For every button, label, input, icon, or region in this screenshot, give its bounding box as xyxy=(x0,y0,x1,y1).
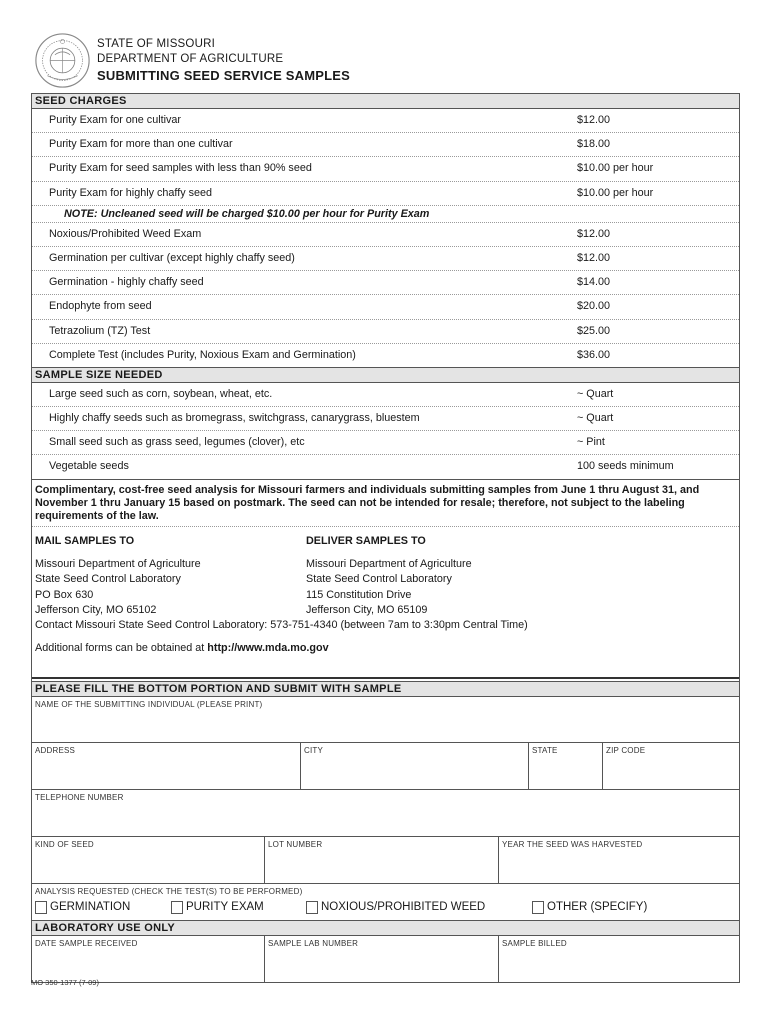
address-section xyxy=(32,527,739,677)
address-field[interactable] xyxy=(32,743,300,789)
date-received-caption: DATE SAMPLE RECEIVED xyxy=(35,938,138,948)
deliver-address-line: Missouri Department of Agriculture xyxy=(306,557,472,570)
city-field[interactable] xyxy=(300,743,529,789)
lot-number-field[interactable] xyxy=(264,837,499,883)
deliver-address-line: Jefferson City, MO 65109 xyxy=(306,604,428,617)
sample-size-label: Large seed such as corn, soybean, wheat, etc. xyxy=(49,387,273,400)
charge-row xyxy=(32,344,739,367)
sample-size-label: Highly chaffy seeds such as bromegrass, switchgrass, canarygrass, bluestem xyxy=(49,412,420,425)
noxious-weed-checkbox[interactable] xyxy=(306,901,485,914)
charge-label: Germination per cultivar (except highly chaffy seed) xyxy=(49,251,295,264)
submit-heading: PLEASE FILL THE BOTTOM PORTION AND SUBMIT WITH SAMPLE xyxy=(32,681,739,697)
analysis-row xyxy=(32,884,739,900)
charge-price: $12.00 xyxy=(577,251,611,264)
year-caption: YEAR THE SEED WAS HARVESTED xyxy=(502,839,643,849)
seed-info-row xyxy=(32,837,739,884)
charge-label: Endophyte from seed xyxy=(49,300,152,313)
sample-size-row xyxy=(32,455,739,478)
lab-row xyxy=(32,936,739,983)
charge-row xyxy=(32,295,739,319)
purity-exam-checkbox[interactable] xyxy=(171,901,264,914)
charge-price: $10.00 per hour xyxy=(577,186,654,199)
forms-prefix: Additional forms can be obtained at xyxy=(35,641,208,654)
mail-address-line: PO Box 630 xyxy=(35,588,94,601)
charge-row xyxy=(32,271,739,295)
other-checkbox[interactable] xyxy=(532,901,647,914)
purity-exam-label: PURITY EXAM xyxy=(186,901,264,914)
form-number: MO 350-1377 (7-09) xyxy=(31,978,99,987)
uncleaned-seed-note xyxy=(32,206,739,223)
charge-row xyxy=(32,133,739,157)
charge-price: $14.00 xyxy=(577,276,611,289)
lab-number-field[interactable] xyxy=(264,936,499,982)
germination-checkbox[interactable] xyxy=(35,901,130,914)
mail-samples-heading: MAIL SAMPLES TO xyxy=(35,534,135,547)
complimentary-notice: Complimentary, cost-free seed analysis for Missouri farmers and individuals submitting samples from June 1 thru August 31, and November 1 thru January 15 based on postmark. The seed can not be intended for resale; therefore, not subject to the labeling requirements of the law. xyxy=(32,479,739,527)
charge-price: $12.00 xyxy=(577,227,611,240)
address-row xyxy=(32,743,739,790)
sample-size-row xyxy=(32,383,739,407)
note-text: NOTE: Uncleaned seed will be charged $10.00 per hour for Purity Exam xyxy=(64,207,430,220)
sample-size-amount: ~ Quart xyxy=(577,387,614,400)
charge-price: $25.00 xyxy=(577,324,611,337)
contact-line: Contact Missouri State Seed Control Laboratory: 573-751-4340 (between 7am to 3:30pm Central Time) xyxy=(35,618,528,631)
noxious-weed-label: NOXIOUS/PROHIBITED WEED xyxy=(321,901,486,914)
charge-label: Purity Exam for one cultivar xyxy=(49,114,182,126)
charge-label: Purity Exam for more than one cultivar xyxy=(49,138,233,151)
form-header xyxy=(31,30,740,93)
deliver-address-line: State Seed Control Laboratory xyxy=(306,573,452,586)
lab-use-heading: LABORATORY USE ONLY xyxy=(32,921,739,936)
checkbox-square[interactable] xyxy=(171,901,183,914)
checkbox-square[interactable] xyxy=(35,901,47,914)
sample-size-amount: ~ Quart xyxy=(577,412,614,425)
kind-caption: KIND OF SEED xyxy=(35,839,94,849)
forms-line xyxy=(35,642,329,654)
kind-of-seed-field[interactable] xyxy=(32,837,264,883)
charge-label: Tetrazolium (TZ) Test xyxy=(49,324,151,337)
charge-label: Germination - highly chaffy seed xyxy=(49,276,204,289)
address-caption: ADDRESS xyxy=(35,745,76,755)
checkbox-square[interactable] xyxy=(306,901,318,914)
telephone-row xyxy=(32,790,739,837)
sample-size-heading: SAMPLE SIZE NEEDED xyxy=(32,367,739,383)
checkbox-square[interactable] xyxy=(532,901,544,914)
deliver-samples-heading: DELIVER SAMPLES TO xyxy=(306,534,426,547)
charge-price: $20.00 xyxy=(577,300,611,313)
sample-size-amount: 100 seeds minimum xyxy=(577,460,674,473)
charge-row xyxy=(32,247,739,271)
header-text xyxy=(97,37,350,84)
sample-size-amount: ~ Pint xyxy=(577,436,605,449)
deliver-samples-block xyxy=(306,535,472,619)
state-field[interactable] xyxy=(528,743,603,789)
deliver-address-line: 115 Constitution Drive xyxy=(306,588,412,601)
charge-price: $36.00 xyxy=(577,348,611,361)
name-caption: NAME OF THE SUBMITTING INDIVIDUAL (PLEASE PRINT) xyxy=(35,699,263,709)
charge-row xyxy=(32,157,739,181)
charge-row xyxy=(32,182,739,206)
germination-label: GERMINATION xyxy=(50,901,131,914)
charge-label: Complete Test (includes Purity, Noxious Exam and Germination) xyxy=(49,348,356,361)
charge-price: $18.00 xyxy=(577,138,611,151)
sample-size-label: Small seed such as grass seed, legumes (clover), etc xyxy=(49,436,305,449)
mail-samples-block xyxy=(35,535,201,619)
missouri-state-seal-icon xyxy=(34,32,91,89)
sample-billed-caption: SAMPLE BILLED xyxy=(502,938,567,948)
charge-label: Purity Exam for seed samples with less than 90% seed xyxy=(49,162,312,175)
charge-label: Purity Exam for highly chaffy seed xyxy=(49,186,213,199)
mail-address-line: Missouri Department of Agriculture xyxy=(35,557,201,570)
charge-row xyxy=(32,320,739,344)
city-caption: CITY xyxy=(304,745,324,755)
zip-caption: ZIP CODE xyxy=(606,745,646,755)
sample-size-row xyxy=(32,407,739,431)
charge-row xyxy=(32,223,739,247)
zip-field[interactable] xyxy=(602,743,739,789)
charge-price: $12.00 xyxy=(577,114,611,126)
cut-line xyxy=(32,677,739,679)
analysis-checkboxes xyxy=(32,900,739,921)
forms-url-link[interactable]: http://www.mda.mo.gov xyxy=(207,641,329,654)
sample-billed-field[interactable] xyxy=(498,936,739,982)
lab-number-caption: SAMPLE LAB NUMBER xyxy=(268,938,359,948)
sample-size-label: Vegetable seeds xyxy=(49,460,129,473)
lot-caption: LOT NUMBER xyxy=(268,839,323,849)
other-label: OTHER (SPECIFY) xyxy=(547,901,648,914)
charge-price: $10.00 per hour xyxy=(577,162,654,175)
mail-address-line: State Seed Control Laboratory xyxy=(35,573,181,586)
name-field[interactable] xyxy=(32,697,739,742)
charge-label: Noxious/Prohibited Weed Exam xyxy=(49,227,202,240)
seed-service-form xyxy=(31,30,740,983)
year-harvested-field[interactable] xyxy=(498,837,739,883)
date-received-field[interactable] xyxy=(32,936,264,982)
form-frame xyxy=(31,93,740,983)
state-caption: STATE xyxy=(532,745,558,755)
analysis-caption: ANALYSIS REQUESTED (CHECK THE TEST(S) TO BE PERFORMED) xyxy=(35,886,303,896)
sample-size-row xyxy=(32,431,739,455)
seed-charges-heading: SEED CHARGES xyxy=(32,94,739,109)
department-name: DEPARTMENT OF AGRICULTURE xyxy=(97,53,284,65)
charge-row xyxy=(32,109,739,133)
form-title: SUBMITTING SEED SERVICE SAMPLES xyxy=(97,68,350,83)
name-row xyxy=(32,697,739,743)
telephone-field[interactable] xyxy=(32,790,739,836)
state-name: STATE OF MISSOURI xyxy=(97,38,215,50)
telephone-caption: TELEPHONE NUMBER xyxy=(35,792,124,802)
mail-address-line: Jefferson City, MO 65102 xyxy=(35,604,157,617)
